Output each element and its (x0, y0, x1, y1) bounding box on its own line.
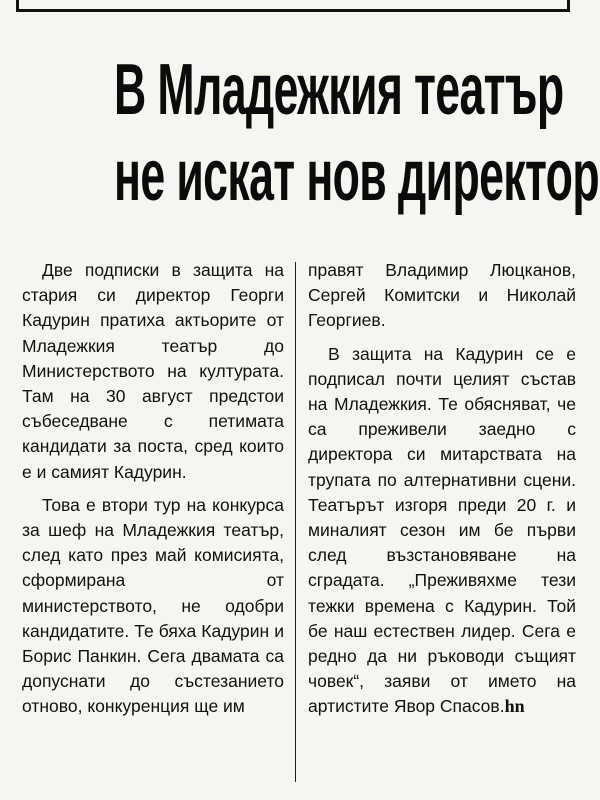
article-column-left (22, 258, 284, 720)
author-signature: hn (504, 696, 525, 717)
headline-line-2: не искат нов директор (114, 136, 599, 217)
paragraph-3-text: В защита на Кадурин се е подписал почти целият състав на Младежкия. Те обясняват, че са преживели заедно с директора си митарствата на трупата по алтернативни сцени. Театърът изгоря преди 20 г. и миналият сезон им бе първи след възстановяване на сградата. „Преживяхме тези тежки времена с Кадурин. Той бе наш естествен лидер. Сега е редно да ни ръководи същият човек“, заяви от името на артистите Явор Спасов. (308, 343, 576, 717)
headline (0, 47, 600, 219)
paragraph-2: Това е втори тур на конкурса за шеф на Младежкия театър, след като през май комисията, сформирана от министерството, не одобри кандидатите. Те бяха Кадурин и Борис Панкин. Сега двамата са допуснати до състезанието отново, конкуренция ще им (22, 494, 284, 717)
headline-line-1: В Младежкия театър (114, 50, 564, 131)
top-border-rule (16, 0, 570, 12)
column-divider (295, 262, 296, 782)
article-column-right (308, 258, 576, 720)
paragraph-2-continued: правят Владимир Люцканов, Сергей Комитски и Николай Георгиев. (308, 260, 576, 331)
paragraph-1: Две подписки в защита на стария си директор Георги Кадурин пратиха актьорите от Младежкия театър до Министерството на културата. Там на 30 август предстои събеседване с петимата кандидати за поста, сред които е и самият Кадурин. (22, 260, 284, 482)
paragraph-3 (308, 342, 576, 720)
